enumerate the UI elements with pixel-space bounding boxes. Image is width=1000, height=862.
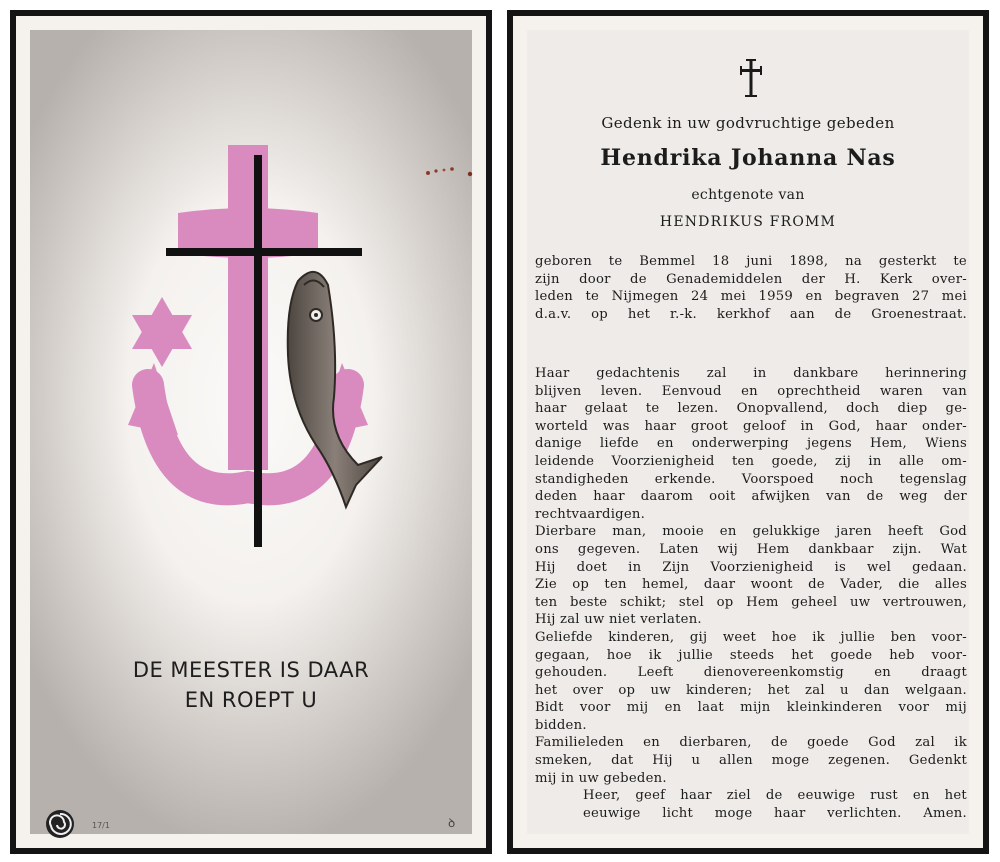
tribute-line: Zie op ten hemel, daar woont de Vader, die alles	[535, 577, 967, 593]
tribute-line: bidden.	[535, 717, 587, 733]
front-card-face	[30, 30, 472, 834]
tribute-line: smeken, dat Hij u allen moge zegenen. Gedenkt	[535, 753, 967, 769]
star-of-david-icon	[132, 297, 192, 367]
stain-mark-icon	[422, 161, 482, 181]
biography-line: geboren te Bemmel 18 juni 1898, na gesterkt te	[535, 254, 967, 269]
front-card-paper	[16, 16, 486, 848]
tribute-line: leidende Voorzienigheid ten goede, zij in alle om-	[535, 453, 967, 469]
tribute-line: Hij doet in Zijn Voorzienigheid is wel gedaan.	[535, 559, 967, 575]
tribute-line: Bidt voor mij en laat mijn kleinkinderen voor mij	[535, 700, 967, 716]
tribute-line: blijven leven. Eenvoud en oprechtheid waren van	[535, 383, 967, 399]
print-mark: ꝺ	[448, 816, 456, 830]
intro-text: Gedenk in uw godvruchtige gebeden	[601, 114, 895, 132]
tribute-line: Haar gedachtenis zal in dankbare herinnering	[535, 366, 967, 381]
motto-line: DE MEESTER IS DAAR	[132, 658, 370, 682]
tribute-text	[535, 365, 967, 822]
biography-line: zijn door de Genademiddelen der H. Kerk over-	[535, 271, 967, 287]
tribute-line: gegaan, hoe ik jullie steeds het goede heb voor-	[535, 647, 967, 663]
tribute-line: ons gegeven. Laten wij Hem dankbaar zijn. Wat	[535, 541, 967, 557]
tribute-line: worteld was haar groot geloof in God, haar onder-	[535, 418, 967, 434]
tribute-line: Hij zal uw niet verlaten.	[535, 612, 702, 628]
tribute-line: het over op uw kinderen; het zal u dan welgaan.	[535, 682, 967, 698]
tribute-line: haar gelaat te lezen. Onopvallend, doch diep ge-	[535, 401, 967, 417]
back-card-paper	[513, 16, 983, 848]
biography-line: leden te Nijmegen 24 mei 1959 en begraven 27 mei	[535, 289, 967, 305]
motto-line: EN ROEPT U	[184, 688, 318, 712]
biography	[535, 253, 967, 323]
back-card-face	[527, 30, 969, 834]
spouse-name: HENDRIKUS FROMM	[659, 214, 837, 230]
print-code: 17/1	[92, 821, 110, 830]
motto	[30, 655, 472, 715]
front-card	[10, 10, 492, 854]
spiral-logo-icon	[44, 808, 76, 840]
relation-text: echtgenote van	[691, 187, 805, 203]
biography-line: d.a.v. op het r.-k. kerkhof aan de Groenestraat.	[535, 306, 967, 322]
tribute-line: rechtvaardigen.	[535, 506, 646, 522]
tribute-line: deden haar daarom ooit afwijken van de weg der	[535, 489, 967, 505]
tribute-line: standigheden erkende. Voorspoed noch tegenslag	[535, 471, 967, 487]
latin-cross-icon	[739, 58, 763, 98]
tribute-line: Familieleden en dierbaren, de goede God zal ik	[535, 735, 967, 751]
back-card	[507, 10, 989, 854]
anchor-cross-fish-star-icon	[120, 135, 400, 555]
tribute-line: danige liefde en onderwerping jegens Hem, Wiens	[535, 436, 967, 452]
tribute-line: Geliefde kinderen, gij weet hoe ik jullie ben voor-	[535, 629, 967, 645]
prayer-line: Heer, geef haar ziel de eeuwige rust en het	[583, 788, 967, 804]
deceased-name: Hendrika Johanna Nas	[600, 145, 896, 171]
tribute-line: Dierbare man, mooie en gelukkige jaren heeft God	[535, 524, 967, 540]
tribute-line: ten beste schikt; stel op Hem geheel uw vertrouwen,	[535, 594, 967, 610]
tribute-line: mij in uw gebeden.	[535, 770, 667, 786]
tribute-line: gehouden. Leeft dienovereenkomstig en draagt	[535, 665, 967, 681]
prayer-line: eeuwige licht moge haar verlichten. Amen.	[583, 805, 967, 821]
